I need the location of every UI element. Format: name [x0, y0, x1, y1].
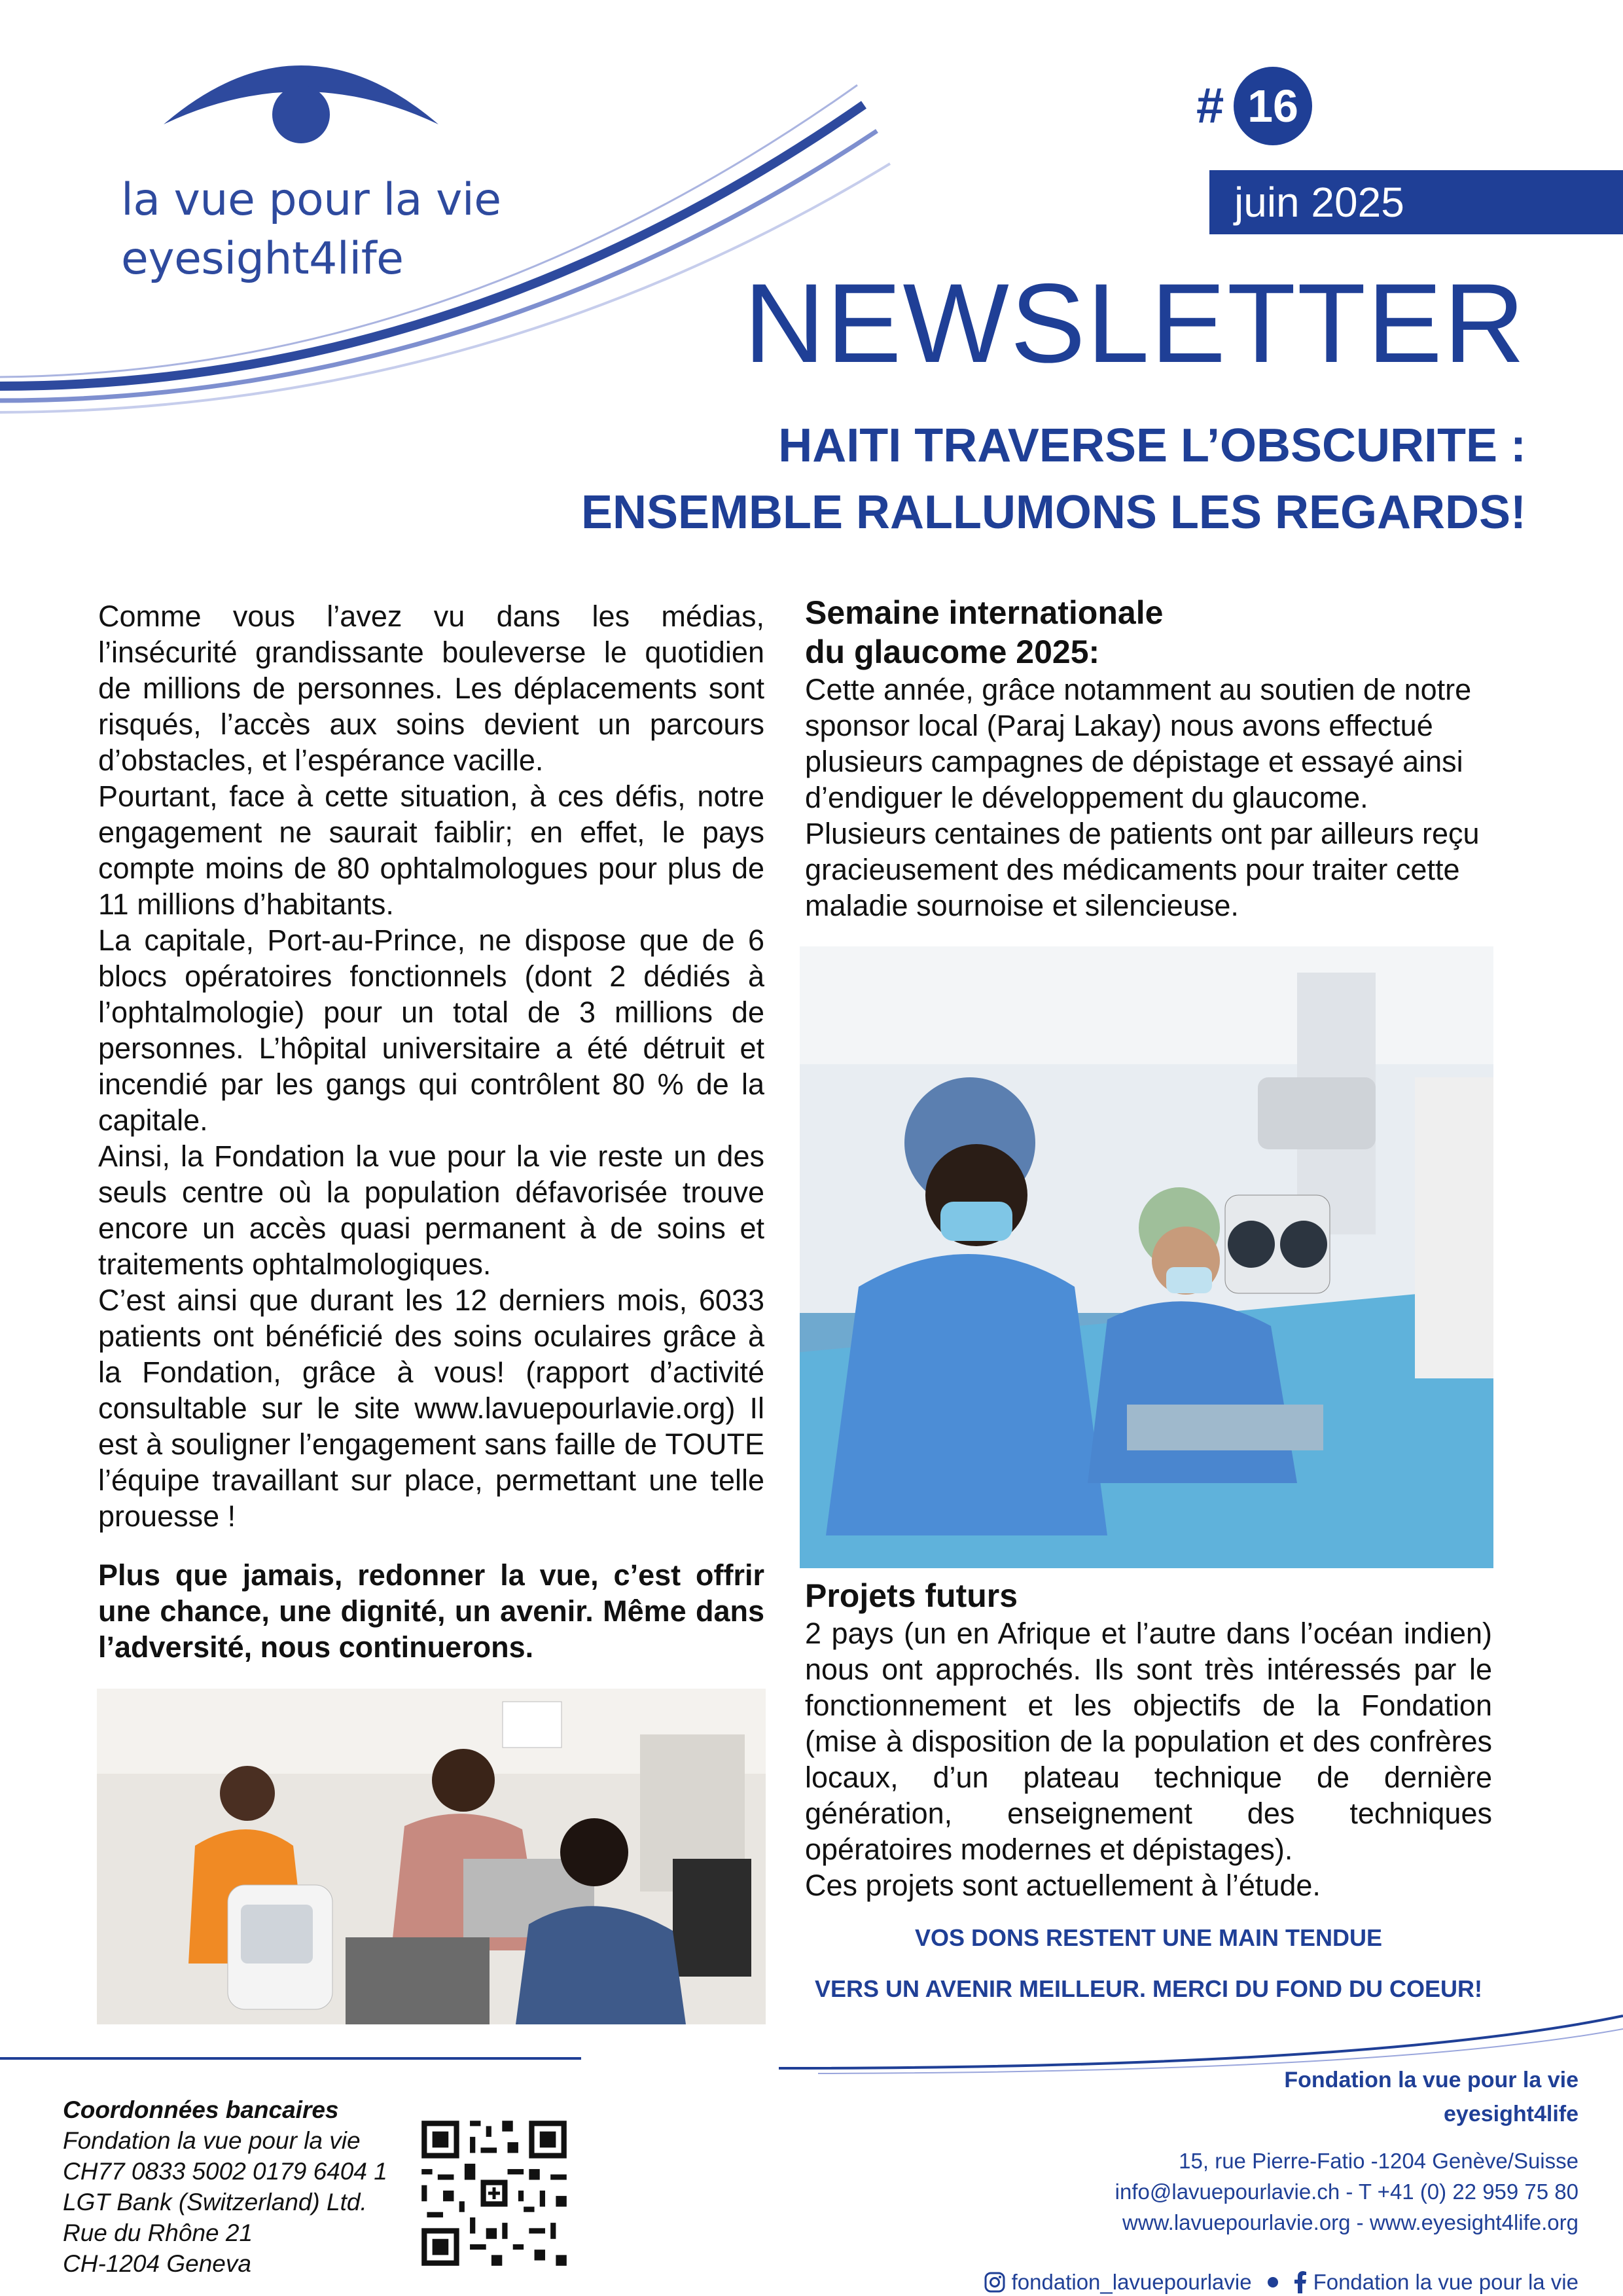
donation-cta-line-1: VOS DONS RESTENT UNE MAIN TENDUE	[914, 1924, 1383, 1951]
instagram-handle[interactable]: fondation_lavuepourlavie	[1011, 2270, 1252, 2294]
bank-line: Fondation la vue pour la vie	[63, 2127, 361, 2154]
future-projects-closing: Ces projets sont actuellement à l’étude.	[805, 1869, 1321, 1902]
future-projects-section	[805, 1576, 1492, 1903]
foundation-websites[interactable]: www.lavuepourlavie.org - www.eyesight4life.org	[1122, 2210, 1578, 2234]
left-column	[98, 598, 764, 1665]
photo-consultation	[97, 1689, 766, 2024]
glaucoma-text: Cette année, grâce notamment au soutien de notre sponsor local (Paraj Lakay) nous avons effectué plusieurs campagnes de dépistage et essayé ainsi d’endiguer le développement du glaucome. Plusieurs centaines de patients ont par ailleurs reçu gracieusement des médicaments pour traiter cette maladie sournoise et silencieuse.	[805, 673, 1480, 922]
photo-surgery	[800, 946, 1493, 1568]
bank-line: CH77 0833 5002 0179 6404 1	[63, 2158, 387, 2185]
bank-title: Coordonnées bancaires	[63, 2096, 339, 2123]
foundation-contact	[1115, 2063, 1578, 2238]
paragraph: Pourtant, face à cette situation, à ces défis, notre engagement ne saurait faiblir; en effet, le pays compte moins de 80 ophtalmologues pour plus de 11 millions d’habitants.	[98, 780, 764, 921]
paragraph: C’est ainsi que durant les 12 derniers mois, 6033 patients ont bénéficié des soins oculaires grâce à la Fondation, grâce à vous! (rapport d’activité consultable sur le site www.lavuepourlavie.org) Il est à souligner l’engagement sans faille de TOUTE l’équipe travaillant sur place, permettant une telle prouesse !	[98, 1283, 764, 1533]
glaucoma-title-1: Semaine internationale	[805, 594, 1164, 631]
separator-dot	[1268, 2277, 1278, 2287]
foundation-email-phone[interactable]: info@lavuepourlavie.ch - T +41 (0) 22 959 75 80	[1115, 2179, 1578, 2204]
donation-cta	[805, 1912, 1492, 2015]
social-links	[984, 2270, 1578, 2295]
issue-number-badge: 16	[1234, 67, 1312, 145]
future-projects-title: Projets futurs	[805, 1577, 1018, 1614]
donation-cta-line-2: VERS UN AVENIR MEILLEUR. MERCI DU FOND DU COEUR!	[814, 1975, 1483, 2002]
facebook-icon[interactable]	[1294, 2271, 1307, 2293]
bank-line: Rue du Rhône 21	[63, 2219, 253, 2246]
headline-line-2: ENSEMBLE RALLUMONS LES REGARDS!	[580, 486, 1526, 539]
instagram-icon[interactable]	[984, 2272, 1005, 2293]
bank-line: LGT Bank (Switzerland) Ltd.	[63, 2189, 367, 2215]
brand-name-en: eyesight4life	[121, 233, 404, 285]
paragraph: Comme vous l’avez vu dans les médias, l’insécurité grandissante bouleverse le quotidien de millions de personnes. Les déplacements sont risqués, l’accès aux soins devient un parcours d’obstacles, et l’espérance vacille.	[98, 600, 764, 777]
bank-line: CH-1204 Geneva	[63, 2250, 251, 2277]
foundation-address: 15, rue Pierre-Fatio -1204 Genève/Suisse	[1179, 2149, 1578, 2173]
future-projects-text: 2 pays (un en Afrique et l’autre dans l’océan indien) nous ont approchés. Ils sont très intéressés par le fonctionnement et les objectifs de la Fondation (mise à disposition de la population et des confrères locaux, d’un plateau technique de dernière génération, enseignement des techniques opératoires modernes et dépistages).	[805, 1617, 1492, 1866]
brand-name-fr: la vue pour la vie	[121, 174, 501, 226]
issue-hash: #	[1196, 78, 1224, 134]
newsletter-title: NEWSLETTER	[743, 260, 1526, 386]
closing-statement: Plus que jamais, redonner la vue, c’est offrir une chance, une dignité, un avenir. Même dans l’adversité, nous continuerons.	[98, 1558, 764, 1664]
footer-rule-left	[0, 2057, 581, 2060]
glaucoma-title-2: du glaucome 2025:	[805, 634, 1100, 670]
paragraph: La capitale, Port-au-Prince, ne dispose que de 6 blocs opératoires fonctionnels (dont 2 dédiés à l’ophtalmologie) pour un total de 3 millions de personnes. L’hôpital universitaire a été détruit et incendié par les gangs qui contrôlent 80 % de la capitale.	[98, 924, 764, 1137]
glaucoma-section	[805, 593, 1492, 924]
foundation-name: Fondation la vue pour la vie	[1284, 2068, 1578, 2092]
headline-line-1: HAITI TRAVERSE L’OBSCURITE :	[778, 420, 1526, 472]
issue-date: juin 2025	[1209, 170, 1623, 234]
paragraph: Ainsi, la Fondation la vue pour la vie reste un des seuls centre où la population défavorisée trouve encore un accès quasi permanent à de soins et traitements ophtalmologiques.	[98, 1139, 764, 1281]
bank-details	[63, 2094, 387, 2279]
qr-code-icon[interactable]	[416, 2115, 572, 2271]
facebook-page[interactable]: Fondation la vue pour la vie	[1313, 2270, 1578, 2294]
foundation-name-en: eyesight4life	[1444, 2102, 1578, 2126]
